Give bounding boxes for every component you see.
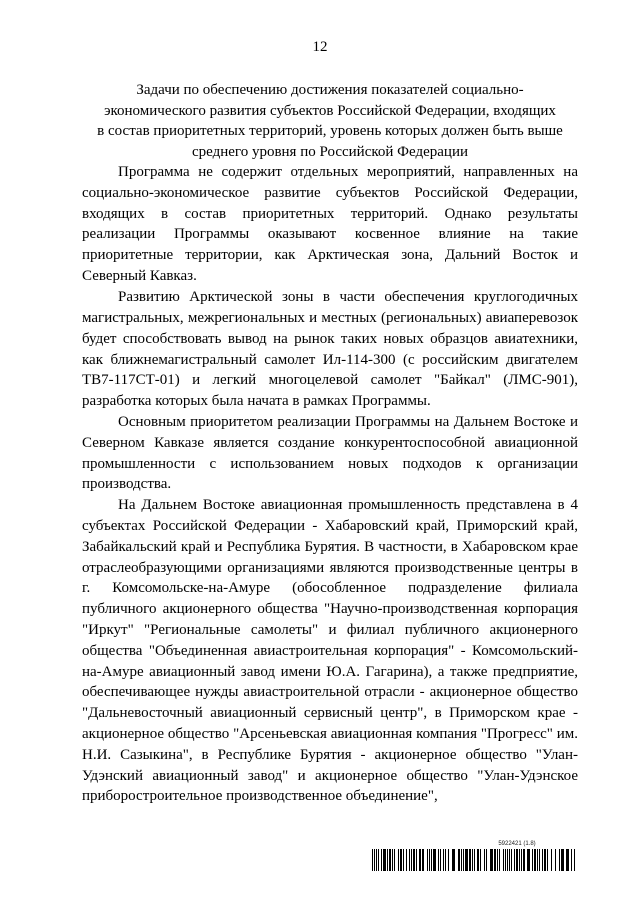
body-text [82,162,578,807]
paragraph: Развитию Арктической зоны в части обеспечения круглогодичных магистральных, межрегиональных и местных (региональных) авиаперевозок будет способствовать вывод на рынок таких новых образцов авиатехники, как ближнемагистральный самолет Ил-114-300 (с российским двигателем ТВ7-117СТ-01) и легкий многоцелевой самолет "Байкал" (ЛМС-901), разработка которых была начата в рамках Программы. [82,289,578,410]
heading-line: Задачи по обеспечению достижения показателей социально- [136,82,524,98]
barcode [372,849,575,871]
paragraph: Программа не содержит отдельных мероприятий, направленных на социально-экономическое развитие субъектов Российской Федерации, входящих в состав приоритетных территорий. Однако результаты реализации Программы оказывают косвенное влияние на такие приоритетные территории, как Арктическая зона, Дальний Восток и Северный Кавказ. [82,164,578,284]
paragraph: На Дальнем Востоке авиационная промышленность представлена в 4 субъектах Российской Федерации - Хабаровский край, Приморский край, Забайкальский край и Республика Бурятия. В частности, в Хабаровском крае отраслеобразующими организациями являются производственные центры в г. Комсомольске-на-Амуре (обособленное подразделение филиала публичного акционерного общества "Научно-производственная корпорация "Иркут" "Региональные самолеты" и филиал публичного акционерного общества "Объединенная авиастроительная корпорация" - Комсомольский-на-Амуре авиационный завод имени Ю.А. Гагарина), а также предприятие, обеспечивающее нужды авиастроительной отрасли - акционерное общество "Дальневосточный авиационный сервисный центр", в Приморском крае - акционерное общество "Арсеньевская авиационная компания "Прогресс" им. Н.И. Сазыкина", в Республике Бурятия - акционерное общество "Улан-Удэнский авиационный завод" и акционерное общество "Улан-Удэнское приборостроительное производственное объединение", [82,497,578,805]
section-heading [82,80,578,162]
heading-line: в состав приоритетных территорий, уровень которых должен быть выше [97,123,563,139]
page-number: 12 [312,39,328,55]
paragraph: Основным приоритетом реализации Программы на Дальнем Востоке и Северном Кавказе является создание конкурентоспособной авиационной промышленности с использованием новых подходов к организации производства. [82,414,578,493]
heading-line: среднего уровня по Российской Федерации [191,143,468,160]
heading-line: экономического развития субъектов Российской Федерации, входящих [104,102,556,119]
document-code: 5922421 (1.8) [498,841,536,847]
